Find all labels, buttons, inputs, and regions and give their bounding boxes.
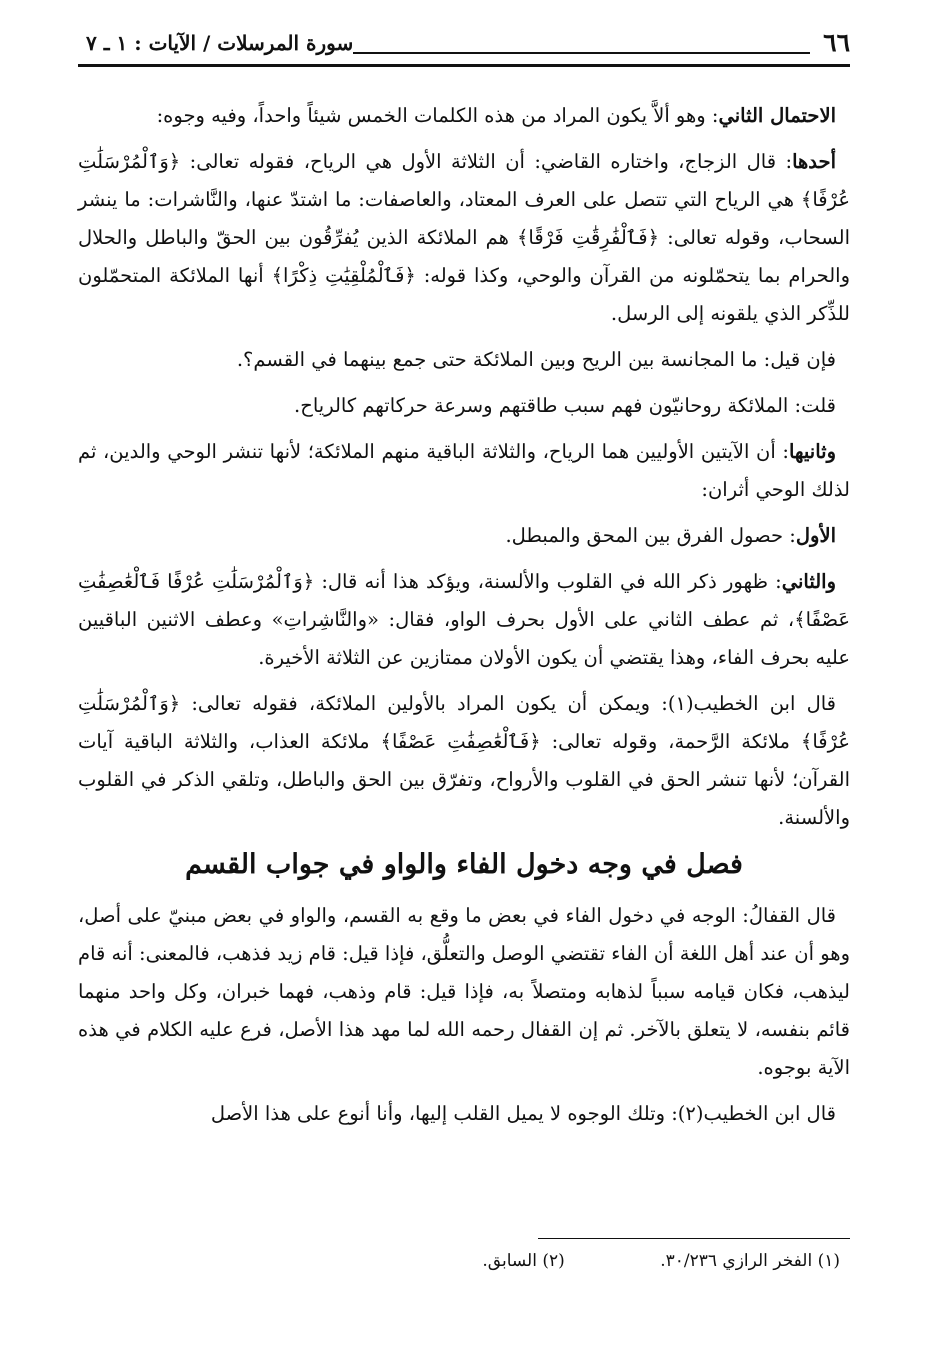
paragraph-text: : أن الآيتين الأوليين هما الرياح، والثلاثة الباقية منهم الملائكة؛ لأنها تنشر الوحي والدين، ثم لذلك الوحي أثران:: [78, 440, 850, 501]
paragraph-text: : وهو ألاَّ يكون المراد من هذه الكلمات الخمس شيئاً واحداً، وفيه وجوه:: [156, 104, 719, 127]
paragraph: [78, 143, 850, 333]
footnotes: [78, 1248, 840, 1274]
paragraph-text: : حصول الفرق بين المحق والمبطل.: [505, 524, 796, 547]
paragraph-text: قال القفالُ: الوجه في دخول الفاء في بعض ما وقع به القسم، والواو في بعض مبنيّ على أصل، وهو أن عند أهل اللغة أن الفاء تقتضي الوصل والتعلُّق، فإذا قيل: قام زيد فذهب، فالمعنى: أنه قام ليذهب، فكان قيامه سبباً لذهابه ومتصلاً به، فإذا قيل: قام وذهب، فهما خبران، وكل واحد منهما قائم بنفسه، لا يتعلق بالآخر. ثم إن القفال رحمه الله لما مهد هذا الأصل، فرع عليه الكلام في هذه الآية بوجوه.: [78, 904, 850, 1079]
paragraph-lead: أحدها: [792, 150, 836, 173]
paragraph: [78, 97, 850, 135]
main-text: [78, 97, 850, 1133]
footnote-2: (٢) السابق.: [482, 1251, 565, 1271]
paragraph-text: قال ابن الخطيب(٢): وتلك الوجوه لا يميل القلب إليها، وأنا أنوع على هذا الأصل: [210, 1102, 836, 1125]
paragraph-text: : ظهور ذكر الله في القلوب والألسنة، ويؤكد هذا أنه قال: ﴿وَٱلْمُرْسَلَٰتِ عُرْفًا فَٱلْعَٰصِفَٰتِ عَصْفًا﴾، ثم عطف الثاني على الأول بحرف الواو، فقال: «والنَّاشِراتِ» وعطف الاثنين الباقيين عليه بحرف الفاء، وهذا يقتضي أن يكون الأولان ممتازين عن الثلاثة الأخيرة.: [78, 570, 850, 669]
document-page: [78, 28, 850, 1271]
paragraph: [78, 897, 850, 1087]
running-title: سورة المرسلات / الآيات : ١ ـ ٧: [78, 30, 353, 56]
paragraph-text: قلت: الملائكة روحانيّون فهم سبب طاقتهم وسرعة حركاتهم كالرياح.: [294, 394, 836, 417]
paragraph: [78, 685, 850, 837]
footnote-rule: [538, 1238, 850, 1239]
paragraph-text: : قال الزجاج، واختاره القاضي: أن الثلاثة الأول هي الرياح، فقوله تعالى: ﴿وَٱلْمُرْسَلَٰتِ عُرْفًا﴾ هي الرياح التي تتصل على العرف المعتاد، والعاصفات: ما اشتدّ عنها، والنَّاشرات: ما ينشر السحاب، وقوله تعالى: ﴿فَٱلْفَٰرِقَٰتِ فَرْقًا﴾ هم الملائكة الذين يُفرِّقُون بين الحقّ والباطل والحلال والحرام بما يتحمّلونه من القرآن والوحي، وكذا قوله: ﴿فَٱلْمُلْقِيَٰتِ ذِكْرًا﴾ أنها الملائكة المتحمّلون للذِّكر الذي يلقونه إلى الرسل.: [78, 150, 850, 325]
paragraph: [78, 341, 850, 379]
paragraph-text: فإن قيل: ما المجانسة بين الريح وبين الملائكة حتى جمع بينهما في القسم؟.: [236, 348, 836, 371]
paragraph-lead: وثانيها: [788, 440, 836, 463]
paragraph: [78, 433, 850, 509]
paragraph-lead: الاحتمال الثاني: [718, 104, 836, 127]
paragraph: [78, 517, 850, 555]
paragraph: [78, 563, 850, 677]
running-header: [78, 28, 850, 64]
paragraph: [78, 1095, 850, 1133]
paragraph-text: قال ابن الخطيب(١): ويمكن أن يكون المراد بالأولين الملائكة، فقوله تعالى: ﴿وَٱلْمُرْسَلَٰتِ عُرْفًا﴾ ملائكة الرَّحمة، وقوله تعالى: ﴿فَٱلْعَٰصِفَٰتِ عَصْفًا﴾ ملائكة العذاب، والثلاثة الباقية آيات القرآن؛ لأنها تنشر الحق في القلوب والأرواح، وتفرّق بين الحق والباطل، وتلقي الذكر في القلوب والألسنة.: [78, 692, 850, 829]
paragraph-lead: الأول: [795, 524, 836, 547]
header-rule: [78, 64, 850, 67]
footnote-1: (١) الفخر الرازي ٣٠/٢٣٦.: [660, 1251, 840, 1271]
page-number: ٦٦: [823, 28, 850, 57]
paragraph: [78, 387, 850, 425]
section-heading: فصل في وجه دخول الفاء والواو في جواب القسم: [185, 849, 743, 880]
header-dash-line: [318, 52, 810, 54]
paragraph-lead: والثاني: [781, 570, 836, 593]
